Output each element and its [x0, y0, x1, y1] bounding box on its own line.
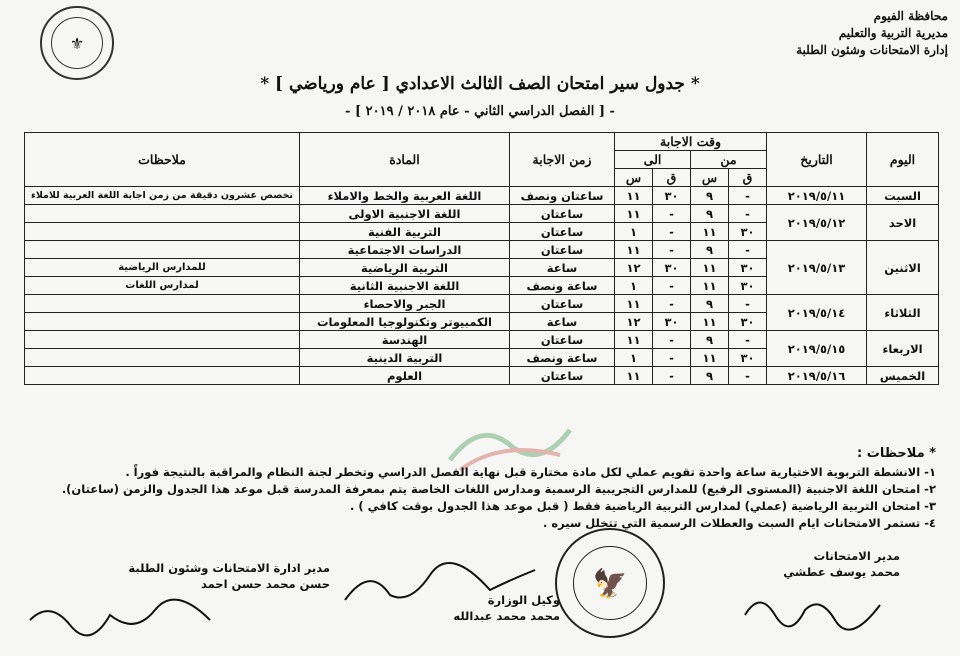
signature-exams-admin-director [70, 560, 330, 592]
header-day: اليوم [867, 133, 939, 187]
subject-cell: الدراسات الاجتماعية [300, 241, 510, 259]
subject-cell: اللغة الاجنبية الثانية [300, 277, 510, 295]
from-s-cell: ٩ [691, 295, 729, 313]
note-cell: لمدارس اللغات [25, 277, 300, 295]
to-s-cell: ١ [615, 223, 653, 241]
signature-title: مدير ادارة الامتحانات وشئون الطلبة [128, 561, 330, 575]
to-q-cell: - [653, 241, 691, 259]
note-cell [25, 367, 300, 385]
duration-cell: ساعة ونصف [510, 349, 615, 367]
to-s-cell: ١٢ [615, 259, 653, 277]
subject-cell: الهندسة [300, 331, 510, 349]
table-header-row [25, 133, 939, 151]
from-s-cell: ٩ [691, 187, 729, 205]
from-s-cell: ٩ [691, 331, 729, 349]
to-q-cell: - [653, 205, 691, 223]
handwritten-signature-icon [340, 560, 540, 610]
header-answer-time: وقت الاجابة [615, 133, 767, 151]
to-s-cell: ١ [615, 277, 653, 295]
table-row [25, 205, 939, 223]
duration-cell: ساعتان [510, 223, 615, 241]
note-item: ٤- تستمر الامتحانات ايام السبت والعطلات الرسمية التي تتخلل سيره . [542, 516, 936, 530]
subject-cell: اللغة الاجنبية الاولى [300, 205, 510, 223]
note-cell [25, 295, 300, 313]
to-s-cell: ١٢ [615, 313, 653, 331]
signature-name: حسن محمد حسن احمد [200, 577, 330, 591]
to-q-cell: ٣٠ [653, 187, 691, 205]
duration-cell: ساعتان [510, 205, 615, 223]
duration-cell: ساعتان [510, 241, 615, 259]
subject-cell: العلوم [300, 367, 510, 385]
duration-cell: ساعتان ونصف [510, 187, 615, 205]
from-q-cell: ٣٠ [729, 349, 767, 367]
date-cell: ٢٠١٩/٥/١٥ [767, 331, 867, 367]
duration-cell: ساعتان [510, 367, 615, 385]
directorate-line: مديرية التربية والتعليم [838, 26, 948, 40]
notes-list [36, 464, 936, 532]
from-q-cell: - [729, 295, 767, 313]
table-row [25, 295, 939, 313]
to-q-cell: - [653, 367, 691, 385]
from-q-cell: - [729, 367, 767, 385]
official-seal-icon: 🦅 [555, 528, 665, 638]
to-q-cell: - [653, 331, 691, 349]
to-q-cell: - [653, 277, 691, 295]
header-from-q: ق [729, 169, 767, 187]
from-q-cell: - [729, 241, 767, 259]
duration-cell: ساعة [510, 259, 615, 277]
subject-cell: الكمبيوتر وتكنولوجيا المعلومات [300, 313, 510, 331]
note-cell: للمدارس الرياضية [25, 259, 300, 277]
duration-cell: ساعة ونصف [510, 277, 615, 295]
day-cell: الاربعاء [867, 331, 939, 367]
signature-title: مدير الامتحانات [813, 549, 900, 563]
note-item: ٣- امتحان التربية الرياضية (عملي) لمدارس التربية الرياضية فقط ( قبل موعد هذا الجدول بوقت كافي ) . [349, 499, 936, 513]
from-q-cell: - [729, 205, 767, 223]
note-cell [25, 313, 300, 331]
header-notes: ملاحظات [25, 133, 300, 187]
from-q-cell: - [729, 331, 767, 349]
subject-cell: التربية الفنية [300, 223, 510, 241]
header-from-s: س [691, 169, 729, 187]
to-q-cell: - [653, 295, 691, 313]
day-cell: الخميس [867, 367, 939, 385]
from-q-cell: ٣٠ [729, 223, 767, 241]
signature-title: وكيل الوزارة [487, 593, 560, 607]
day-cell: الاحد [867, 205, 939, 241]
day-cell: الاثنين [867, 241, 939, 295]
to-s-cell: ١ [615, 349, 653, 367]
note-cell [25, 241, 300, 259]
header-subject: المادة [300, 133, 510, 187]
handwritten-signature-icon [25, 595, 215, 640]
to-s-cell: ١١ [615, 187, 653, 205]
header-to-q: ق [653, 169, 691, 187]
from-q-cell: ٣٠ [729, 313, 767, 331]
issuing-authority [728, 8, 948, 59]
to-q-cell: ٣٠ [653, 259, 691, 277]
table-row [25, 367, 939, 385]
table-row [25, 331, 939, 349]
from-s-cell: ٩ [691, 367, 729, 385]
day-cell: الثلاثاء [867, 295, 939, 331]
from-s-cell: ١١ [691, 349, 729, 367]
table-row [25, 241, 939, 259]
from-s-cell: ٩ [691, 241, 729, 259]
governorate-line: محافظة الفيوم [873, 9, 948, 23]
note-cell [25, 205, 300, 223]
to-s-cell: ١١ [615, 205, 653, 223]
from-q-cell: ٣٠ [729, 259, 767, 277]
note-cell [25, 223, 300, 241]
exam-schedule-table [24, 132, 939, 385]
date-cell: ٢٠١٩/٥/١٦ [767, 367, 867, 385]
signature-name: محمد محمد عبدالله [453, 609, 560, 623]
note-cell [25, 331, 300, 349]
to-s-cell: ١١ [615, 367, 653, 385]
from-q-cell: - [729, 187, 767, 205]
date-cell: ٢٠١٩/٥/١٣ [767, 241, 867, 295]
from-q-cell: ٣٠ [729, 277, 767, 295]
document-subtitle: - [ الفصل الدراسي الثاني - عام ٢٠١٨ / ٢٠١٩ ] - [345, 104, 615, 119]
header-duration: زمن الاجابة [510, 133, 615, 187]
duration-cell: ساعتان [510, 331, 615, 349]
date-cell: ٢٠١٩/٥/١٤ [767, 295, 867, 331]
to-q-cell: - [653, 349, 691, 367]
document-title: * جدول سير امتحان الصف الثالث الاعدادي [ عام ورياضي ] * [260, 74, 700, 94]
date-cell: ٢٠١٩/٥/١١ [767, 187, 867, 205]
note-item: ١- الانشطة التربوية الاختيارية ساعة واحدة تقويم عملي لكل مادة مختارة قبل نهاية الفصل الدراسي وتخطر لجنة النظام والمراقبة بالنتيجة فوراً . [125, 465, 936, 479]
to-s-cell: ١١ [615, 295, 653, 313]
from-s-cell: ٩ [691, 205, 729, 223]
from-s-cell: ١١ [691, 259, 729, 277]
from-s-cell: ١١ [691, 277, 729, 295]
signature-exam-director [740, 548, 900, 580]
header-to-s: س [615, 169, 653, 187]
header-from: من [691, 151, 767, 169]
to-q-cell: - [653, 223, 691, 241]
to-q-cell: ٣٠ [653, 313, 691, 331]
subject-cell: اللغة العربية والخط والاملاء [300, 187, 510, 205]
table-row [25, 187, 939, 205]
note-cell: تخصص عشرون دقيقة من زمن اجابة اللغة العربية للاملاء [25, 187, 300, 205]
notes-heading: * ملاحظات : [857, 446, 936, 461]
note-cell [25, 349, 300, 367]
department-line: إدارة الامتحانات وشئون الطلبة [796, 43, 948, 57]
to-s-cell: ١١ [615, 331, 653, 349]
note-item: ٢- امتحان اللغة الاجنبية (المستوى الرفيع) للمدارس التجريبية الرسمية ومدارس اللغات الخاصة يتم بمعرفة المدرسة قبل موعد هذا الجدول والزمن (ساعتان). [61, 482, 936, 496]
subject-cell: الجبر والاحصاء [300, 295, 510, 313]
duration-cell: ساعتان [510, 295, 615, 313]
header-to: الى [615, 151, 691, 169]
subject-cell: التربية الرياضية [300, 259, 510, 277]
signature-name: محمد يوسف عطشي [783, 565, 900, 579]
header-date: التاريخ [767, 133, 867, 187]
duration-cell: ساعة [510, 313, 615, 331]
date-cell: ٢٠١٩/٥/١٢ [767, 205, 867, 241]
handwritten-signature-icon [740, 585, 890, 635]
to-s-cell: ١١ [615, 241, 653, 259]
ministry-seal-icon: ⚜ [40, 6, 114, 80]
subject-cell: التربية الدينية [300, 349, 510, 367]
from-s-cell: ١١ [691, 313, 729, 331]
from-s-cell: ١١ [691, 223, 729, 241]
day-cell: السبت [867, 187, 939, 205]
